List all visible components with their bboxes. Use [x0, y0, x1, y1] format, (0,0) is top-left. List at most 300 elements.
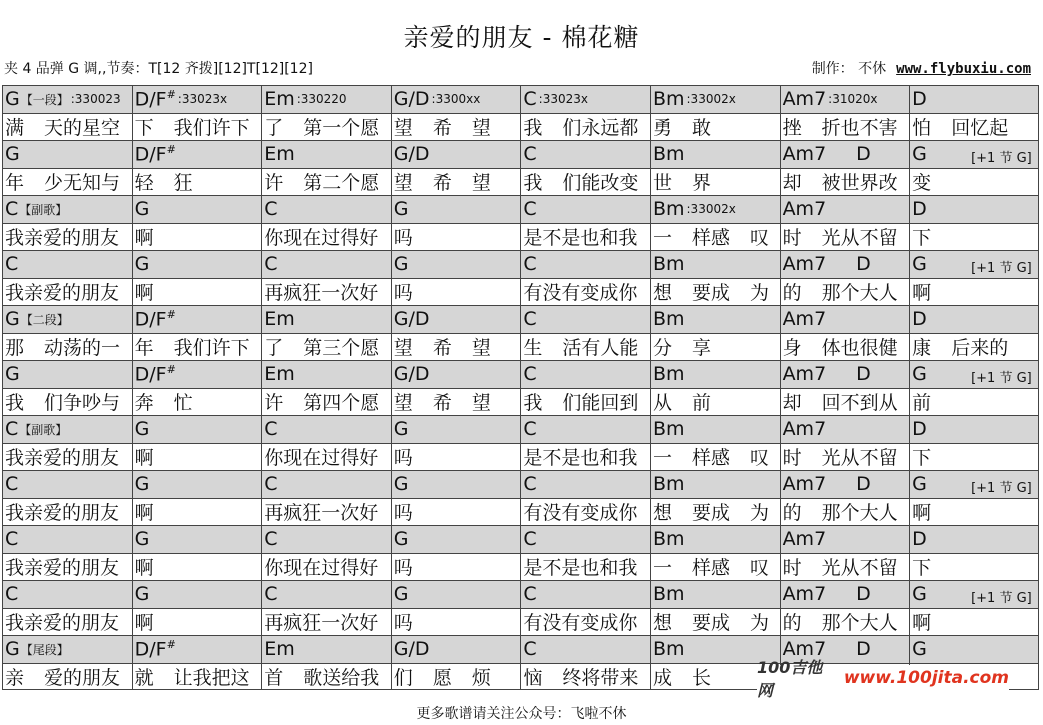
chord-cell	[650, 525, 780, 553]
chord-cell	[132, 525, 262, 553]
chord-name: Am7	[782, 308, 827, 331]
chord-cell	[391, 360, 521, 388]
bar-note: [+1 节 G]	[971, 481, 1032, 496]
chord-cell	[780, 305, 910, 333]
lyric-cell	[520, 168, 650, 196]
lyric-text: 年 少无知与	[5, 172, 121, 195]
lyric-cell	[391, 223, 521, 251]
lyric-text: 从 前	[652, 392, 712, 415]
lyric-text: 康 后来的	[912, 337, 1009, 360]
chord-name: D	[912, 308, 927, 331]
lyric-text: 望 希 望	[393, 392, 491, 415]
chord-name: C	[523, 198, 537, 221]
lyric-cell	[650, 223, 780, 251]
lyric-cell	[261, 443, 391, 471]
lyric-text: 的 那个大人	[782, 612, 898, 635]
lyric-text: 我 们永远都	[523, 117, 639, 140]
chord-cell	[132, 305, 262, 333]
lyric-text: 是不是也和我	[523, 227, 638, 250]
chord-cell	[780, 525, 910, 553]
chord-name-second: D	[856, 253, 871, 276]
lyric-cell	[520, 388, 650, 416]
footer-note: 更多歌谱请关注公众号：飞啦不休	[416, 706, 627, 722]
lyric-text: 下 我们许下	[134, 117, 250, 140]
chord-name: G	[393, 253, 409, 276]
chord-cell	[780, 415, 910, 443]
chord-row	[2, 250, 1039, 278]
chord-cell	[909, 525, 1039, 553]
chord-name: C	[523, 253, 537, 276]
lyric-text: 想 要成 为	[652, 612, 770, 635]
chord-cell	[650, 360, 780, 388]
lyric-text: 世 界	[652, 172, 712, 195]
lyric-cell	[2, 608, 132, 636]
lyric-cell	[132, 223, 262, 251]
lyric-text: 啊	[134, 502, 154, 525]
lyric-text: 时 光从不留	[782, 227, 898, 250]
lyric-cell	[261, 553, 391, 581]
chord-name: G	[5, 638, 20, 661]
lyric-cell	[650, 498, 780, 526]
lyric-cell	[2, 443, 132, 471]
chord-cell	[650, 470, 780, 498]
chord-cell	[132, 635, 262, 663]
chord-cell	[2, 305, 132, 333]
lyric-text: 生 活有人能	[523, 337, 639, 360]
chord-cell	[650, 415, 780, 443]
lyric-cell	[780, 168, 910, 196]
lyric-text: 满 天的星空	[5, 117, 121, 140]
chord-cell	[909, 85, 1039, 113]
lyric-text: 你现在过得好	[264, 557, 379, 580]
chord-name: Am7	[782, 253, 827, 276]
lyric-cell	[391, 443, 521, 471]
lyric-cell	[520, 278, 650, 306]
chord-cell	[2, 580, 132, 608]
lyric-cell	[391, 498, 521, 526]
lyric-cell	[780, 223, 910, 251]
chord-row	[2, 635, 1039, 663]
lyric-text: 时 光从不留	[782, 447, 898, 470]
lyric-text: 啊	[134, 557, 154, 580]
maker-label: 制作： 不休	[811, 61, 887, 77]
chord-cell	[780, 470, 910, 498]
lyric-text: 时 光从不留	[782, 557, 898, 580]
chord-cell	[391, 580, 521, 608]
bar-note: [+1 节 G]	[971, 371, 1032, 386]
lyric-text: 下	[912, 227, 932, 250]
lyric-cell	[261, 333, 391, 361]
lyric-cell	[909, 333, 1039, 361]
chord-cell	[261, 305, 391, 333]
chord-row	[2, 140, 1039, 168]
chord-name: C	[523, 363, 537, 386]
lyric-text: 下	[912, 447, 932, 470]
chord-row	[2, 195, 1039, 223]
chord-name: Bm	[652, 143, 685, 166]
capo-rhythm-info: 夹 4 品弹 G 调,,节奏：T[12 齐拨][12]T[12][12]	[4, 61, 313, 77]
lyric-row	[2, 443, 1039, 471]
chord-name: G	[912, 473, 927, 496]
lyric-cell	[2, 278, 132, 306]
section-tag: 【一段】	[20, 92, 69, 107]
chord-name: D	[912, 418, 927, 441]
lyric-text: 许 第二个愿	[264, 172, 380, 195]
lyric-cell	[132, 168, 262, 196]
bar-note: [+1 节 G]	[971, 261, 1032, 276]
lyric-text: 许 第四个愿	[264, 392, 380, 415]
lyric-text: 啊	[134, 227, 154, 250]
lyric-text: 有没有变成你	[523, 282, 638, 305]
lyric-row	[2, 608, 1039, 636]
lyric-text: 我亲爱的朋友	[5, 227, 120, 250]
lyric-text: 我 们能改变	[523, 172, 639, 195]
chord-cell	[520, 140, 650, 168]
chord-name: C	[523, 528, 537, 551]
chord-name: C	[264, 198, 278, 221]
lyric-text: 再疯狂一次好	[264, 282, 379, 305]
lyric-cell	[261, 663, 391, 691]
chord-cell	[520, 250, 650, 278]
chord-name: C	[523, 418, 537, 441]
lyric-cell	[132, 278, 262, 306]
chord-row	[2, 85, 1039, 113]
lyric-cell	[132, 663, 262, 691]
chord-name: C	[5, 583, 19, 606]
chord-cell	[2, 415, 132, 443]
lyric-text: 年 我们许下	[134, 337, 250, 360]
lyric-text: 吗	[393, 612, 413, 635]
chord-cell	[909, 140, 1039, 168]
chord-cell	[780, 580, 910, 608]
chord-cell	[261, 250, 391, 278]
chord-name: Am7	[782, 583, 827, 606]
chord-name: Bm	[652, 308, 685, 331]
chord-row	[2, 360, 1039, 388]
lyric-row	[2, 553, 1039, 581]
lyric-cell	[650, 333, 780, 361]
lyric-cell	[261, 388, 391, 416]
lyric-text: 却 被世界改	[782, 172, 898, 195]
chord-cell	[650, 250, 780, 278]
chord-name: Bm	[652, 88, 685, 111]
chord-name-second: D	[856, 363, 871, 386]
lyric-text: 首 歌送给我	[264, 666, 380, 689]
lyric-cell	[132, 113, 262, 141]
chord-cell	[520, 470, 650, 498]
lyric-text: 成 长	[652, 666, 712, 689]
lyric-cell	[780, 113, 910, 141]
chord-name: G/D	[393, 308, 430, 331]
chord-name: G	[912, 253, 927, 276]
chord-name: C	[264, 583, 278, 606]
chord-name: Bm	[652, 198, 685, 221]
chord-name: C	[523, 143, 537, 166]
chord-name: G	[5, 143, 20, 166]
lyric-text: 们 愿 烦	[393, 666, 491, 689]
lyric-cell	[780, 608, 910, 636]
lyric-text: 恼 终将带来	[523, 666, 639, 689]
chord-cell	[391, 525, 521, 553]
chord-name: G	[134, 473, 150, 496]
chord-name: G	[134, 253, 150, 276]
bar-note: [+1 节 G]	[971, 591, 1032, 606]
lyric-cell	[909, 168, 1039, 196]
chord-name: D/F#	[134, 363, 176, 386]
chord-name: D/F#	[134, 143, 176, 166]
chord-name: C	[523, 583, 537, 606]
chord-name: G	[393, 198, 409, 221]
chord-name: G	[5, 363, 20, 386]
lyric-cell	[520, 223, 650, 251]
lyric-text: 望 希 望	[393, 117, 491, 140]
chord-cell	[2, 85, 132, 113]
chord-fingering: :330220	[296, 92, 347, 107]
lyric-text: 我亲爱的朋友	[5, 502, 120, 525]
chord-name: C	[264, 418, 278, 441]
lyric-cell	[2, 388, 132, 416]
lyric-cell	[2, 663, 132, 691]
lyric-cell	[391, 663, 521, 691]
chord-cell	[650, 140, 780, 168]
chord-cell	[391, 140, 521, 168]
chord-cell	[650, 195, 780, 223]
chord-name: G	[134, 583, 150, 606]
chord-name: C	[5, 473, 19, 496]
chord-cell	[780, 140, 910, 168]
chord-cell	[2, 470, 132, 498]
lyric-cell	[261, 608, 391, 636]
chord-cell	[520, 305, 650, 333]
lyric-cell	[520, 498, 650, 526]
chord-name: Bm	[652, 583, 685, 606]
lyric-row	[2, 278, 1039, 306]
lyric-text: 啊	[912, 612, 932, 635]
chord-name: G	[393, 473, 409, 496]
lyric-text: 一 样感 叹	[652, 447, 770, 470]
chord-cell	[909, 580, 1039, 608]
lyric-cell	[780, 333, 910, 361]
chord-name: Em	[264, 638, 295, 661]
chord-cell	[132, 580, 262, 608]
lyric-row	[2, 498, 1039, 526]
chord-name: G	[393, 583, 409, 606]
chord-cell	[650, 580, 780, 608]
lyric-text: 啊	[134, 282, 154, 305]
chord-name: G	[912, 638, 927, 661]
lyric-cell	[391, 333, 521, 361]
chord-name: D/F#	[134, 88, 176, 111]
lyric-cell	[650, 113, 780, 141]
chord-name: D/F#	[134, 308, 176, 331]
lyric-cell	[2, 168, 132, 196]
lyric-cell	[391, 278, 521, 306]
chord-name: G	[134, 198, 150, 221]
lyric-cell	[520, 553, 650, 581]
lyric-cell	[909, 608, 1039, 636]
lyric-cell	[261, 498, 391, 526]
chord-cell	[261, 580, 391, 608]
lyric-text: 啊	[134, 447, 154, 470]
chord-cell	[2, 525, 132, 553]
lyric-text: 那 动荡的一	[5, 337, 121, 360]
chord-name: G/D	[393, 363, 430, 386]
chord-cell	[520, 360, 650, 388]
watermark	[757, 658, 1009, 700]
chord-name-second: D	[856, 583, 871, 606]
maker-info	[812, 58, 1031, 78]
chord-cell	[520, 580, 650, 608]
chord-name: D	[912, 528, 927, 551]
chord-cell	[909, 415, 1039, 443]
lyric-text: 吗	[393, 502, 413, 525]
chord-cell	[261, 195, 391, 223]
lyric-cell	[261, 278, 391, 306]
lyric-cell	[909, 388, 1039, 416]
lyric-text: 却 回不到从	[782, 392, 898, 415]
lyric-row	[2, 113, 1039, 141]
chord-name: C	[264, 473, 278, 496]
lyric-cell	[2, 113, 132, 141]
chord-cell	[132, 250, 262, 278]
lyric-text: 望 希 望	[393, 337, 491, 360]
chord-name: G	[134, 418, 150, 441]
lyric-cell	[650, 168, 780, 196]
lyric-cell	[780, 498, 910, 526]
chord-cell	[909, 250, 1039, 278]
chord-cell	[132, 360, 262, 388]
chord-cell	[909, 470, 1039, 498]
lyric-text: 的 那个大人	[782, 282, 898, 305]
chord-name: Bm	[652, 253, 685, 276]
lyric-cell	[780, 388, 910, 416]
lyric-text: 就 让我把这	[134, 666, 250, 689]
lyric-cell	[132, 608, 262, 636]
lyric-cell	[132, 443, 262, 471]
site-link[interactable]: www.flybuxiu.com	[896, 61, 1031, 77]
lyric-cell	[909, 443, 1039, 471]
lyric-text: 有没有变成你	[523, 612, 638, 635]
lyric-cell	[650, 278, 780, 306]
chord-row	[2, 305, 1039, 333]
chord-name-second: D	[856, 473, 871, 496]
lyric-text: 啊	[134, 612, 154, 635]
chord-cell	[261, 470, 391, 498]
chord-name: G	[393, 528, 409, 551]
lyric-text: 你现在过得好	[264, 227, 379, 250]
chord-row	[2, 470, 1039, 498]
lyric-cell	[132, 498, 262, 526]
chord-fingering: :33023x	[177, 92, 228, 107]
chord-cell	[520, 85, 650, 113]
chord-fingering: :33002x	[686, 92, 736, 107]
lyric-cell	[132, 388, 262, 416]
chord-cell	[132, 140, 262, 168]
lyric-text: 变	[912, 172, 932, 195]
lyric-text: 想 要成 为	[652, 502, 770, 525]
chord-fingering: :33023x	[538, 92, 588, 107]
chord-cell	[2, 250, 132, 278]
chord-name: G	[134, 528, 150, 551]
chord-name: Bm	[652, 418, 685, 441]
watermark-brand: 100吉他网	[757, 658, 823, 700]
lyric-text: 你现在过得好	[264, 447, 379, 470]
chord-cell	[650, 305, 780, 333]
chord-name: Am7	[782, 638, 827, 661]
chord-cell	[391, 195, 521, 223]
lyric-cell	[650, 443, 780, 471]
chord-cell	[520, 635, 650, 663]
lyric-text: 了 第一个愿	[264, 117, 380, 140]
lyric-text: 勇 敢	[652, 117, 712, 140]
chord-cell	[132, 415, 262, 443]
lyric-cell	[2, 223, 132, 251]
lyric-cell	[520, 608, 650, 636]
lyric-cell	[650, 553, 780, 581]
lyric-row	[2, 388, 1039, 416]
chord-name: G/D	[393, 88, 430, 111]
lyric-cell	[2, 498, 132, 526]
section-tag: 【二段】	[20, 312, 69, 327]
chord-cell	[2, 635, 132, 663]
lyric-row	[2, 168, 1039, 196]
lyric-text: 想 要成 为	[652, 282, 770, 305]
chord-name: C	[5, 418, 19, 441]
chord-name: Am7	[782, 528, 827, 551]
chord-name: C	[523, 88, 537, 111]
lyric-cell	[909, 498, 1039, 526]
chord-cell	[2, 195, 132, 223]
song-title: 亲爱的朋友 - 棉花糖	[403, 23, 640, 52]
chord-cell	[261, 415, 391, 443]
lyric-text: 轻 狂	[134, 172, 193, 195]
chord-cell	[261, 635, 391, 663]
lyric-cell	[132, 553, 262, 581]
lyric-text: 怕 回忆起	[912, 117, 1009, 140]
lyric-text: 了 第三个愿	[264, 337, 380, 360]
chord-name: D/F#	[134, 638, 176, 661]
chord-name: G	[912, 363, 927, 386]
watermark-url: www.100jita.com	[843, 668, 1009, 688]
chord-name: C	[523, 308, 537, 331]
chord-cell	[132, 195, 262, 223]
chord-name: Em	[264, 143, 295, 166]
chord-cell	[780, 360, 910, 388]
chord-name: Bm	[652, 473, 685, 496]
chord-name: C	[523, 473, 537, 496]
lyric-cell	[261, 223, 391, 251]
section-tag: 【尾段】	[20, 642, 69, 657]
chord-cell	[909, 635, 1039, 663]
chord-cell	[261, 360, 391, 388]
chord-name: G	[912, 143, 927, 166]
lyric-text: 是不是也和我	[523, 447, 638, 470]
lyric-text: 啊	[912, 282, 932, 305]
lyric-row	[2, 333, 1039, 361]
lyric-text: 是不是也和我	[523, 557, 638, 580]
chord-name: Am7	[782, 198, 827, 221]
chord-name: Bm	[652, 638, 685, 661]
chord-cell	[261, 85, 391, 113]
chord-name: Bm	[652, 363, 685, 386]
chord-cell	[909, 195, 1039, 223]
lyric-text: 我亲爱的朋友	[5, 557, 120, 580]
lyric-cell	[391, 168, 521, 196]
lyric-text: 我 们能回到	[523, 392, 639, 415]
lyric-text: 奔 忙	[134, 392, 193, 415]
chord-name: Am7	[782, 143, 827, 166]
lyric-text: 我亲爱的朋友	[5, 282, 120, 305]
